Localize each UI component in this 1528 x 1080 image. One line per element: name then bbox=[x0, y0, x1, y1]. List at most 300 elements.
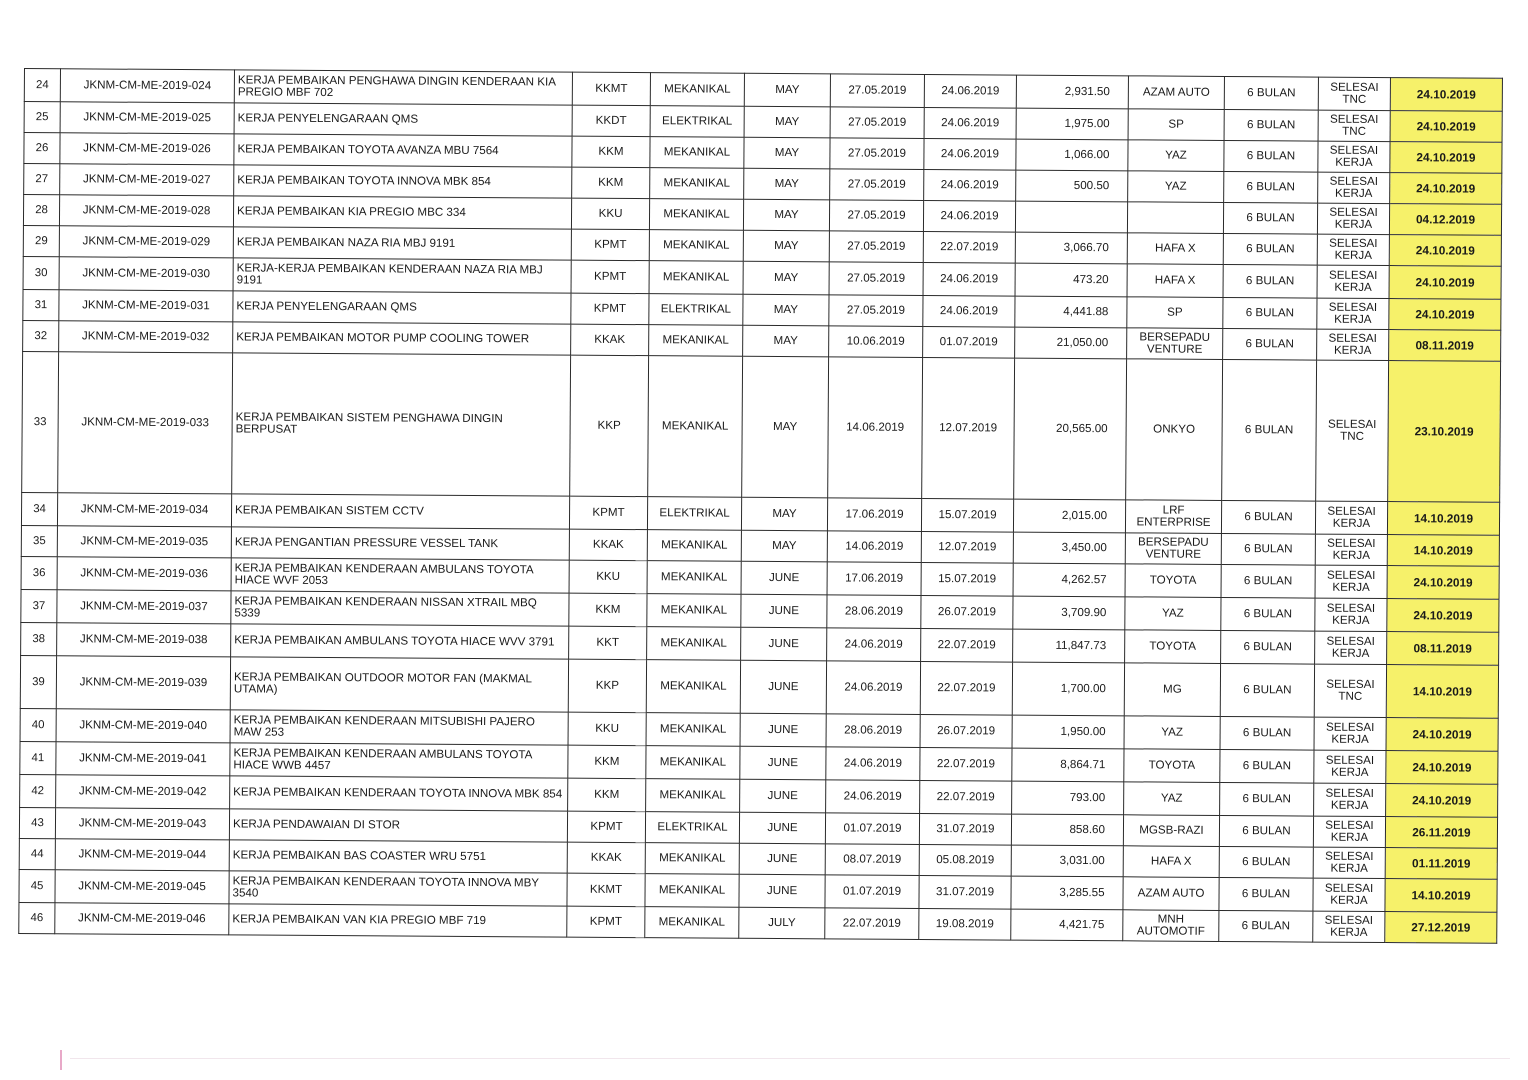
contractor-cell: AZAM AUTO bbox=[1128, 76, 1224, 110]
warranty-period-cell: 6 BULAN bbox=[1223, 202, 1317, 234]
completion-date-cell: 24.10.2019 bbox=[1389, 266, 1501, 300]
contractor-cell: YAZ bbox=[1128, 140, 1224, 172]
category-cell: MEKANIKAL bbox=[649, 261, 743, 295]
amount-cell: 793.00 bbox=[1012, 781, 1124, 815]
reference-number-cell: JKNM-CM-ME-2019-038 bbox=[57, 623, 231, 657]
month-cell: MAY bbox=[743, 261, 829, 295]
amount-cell: 1,700.00 bbox=[1012, 662, 1124, 716]
start-date-cell: 01.07.2019 bbox=[825, 813, 919, 845]
category-cell: MEKANIKAL bbox=[649, 325, 743, 357]
unit-code-cell: KKM bbox=[568, 745, 646, 779]
row-number-cell: 28 bbox=[23, 195, 59, 226]
completion-date-cell: 27.12.2019 bbox=[1385, 912, 1497, 944]
scan-artifact-mark bbox=[60, 1050, 62, 1070]
amount-cell: 11,847.73 bbox=[1013, 629, 1125, 663]
start-date-cell: 27.05.2019 bbox=[830, 138, 924, 170]
row-number-cell: 29 bbox=[23, 225, 59, 256]
month-cell: MAY bbox=[744, 106, 830, 138]
end-date-cell: 24.06.2019 bbox=[923, 200, 1015, 232]
status-cell: SELESAI KERJA bbox=[1317, 203, 1389, 234]
work-description-cell: KERJA PEMBAIKAN KENDERAAN AMBULANS TOYOTA HIACE WVF 2053 bbox=[231, 558, 569, 593]
start-date-cell: 27.05.2019 bbox=[830, 107, 924, 139]
warranty-period-cell: 6 BULAN bbox=[1219, 815, 1313, 847]
table-row bbox=[22, 351, 1501, 502]
end-date-cell: 22.07.2019 bbox=[920, 661, 1012, 715]
month-cell: JUNE bbox=[740, 746, 826, 780]
contractor-cell: AZAM AUTO bbox=[1123, 877, 1219, 911]
row-number-cell: 40 bbox=[20, 708, 56, 741]
warranty-period-cell: 6 BULAN bbox=[1224, 109, 1318, 141]
unit-code-cell: KKM bbox=[572, 167, 650, 199]
completion-date-cell: 24.10.2019 bbox=[1389, 299, 1501, 331]
row-number-cell: 45 bbox=[19, 869, 55, 902]
warranty-period-cell: 6 BULAN bbox=[1220, 749, 1314, 783]
contractor-cell: YAZ bbox=[1128, 171, 1224, 203]
status-cell: SELESAI KERJA bbox=[1315, 598, 1387, 631]
end-date-cell: 26.07.2019 bbox=[921, 595, 1013, 629]
status-cell: SELESAI KERJA bbox=[1318, 172, 1390, 203]
warranty-period-cell: 6 BULAN bbox=[1223, 264, 1317, 298]
start-date-cell: 22.07.2019 bbox=[825, 908, 919, 940]
reference-number-cell: JKNM-CM-ME-2019-031 bbox=[59, 290, 233, 322]
row-number-cell: 41 bbox=[20, 741, 56, 774]
work-description-cell: KERJA PENDAWAIAN DI STOR bbox=[229, 809, 567, 842]
row-number-cell: 43 bbox=[19, 807, 55, 838]
category-cell: ELEKTRIKAL bbox=[649, 294, 743, 326]
contractor-cell: LRF ENTERPRISE bbox=[1125, 500, 1221, 534]
table-row bbox=[20, 655, 1498, 718]
start-date-cell: 14.06.2019 bbox=[827, 531, 921, 563]
status-cell: SELESAI TNC bbox=[1318, 77, 1390, 110]
month-cell: MAY bbox=[744, 137, 830, 169]
category-cell: MEKANIKAL bbox=[649, 230, 743, 262]
reference-number-cell: JKNM-CM-ME-2019-027 bbox=[60, 164, 234, 196]
reference-number-cell: JKNM-CM-ME-2019-040 bbox=[56, 709, 230, 743]
category-cell: ELEKTRIKAL bbox=[645, 812, 739, 844]
month-cell: MAY bbox=[741, 530, 827, 562]
amount-cell: 3,450.00 bbox=[1013, 532, 1125, 564]
month-cell: MAY bbox=[743, 294, 829, 326]
end-date-cell: 24.06.2019 bbox=[923, 262, 1015, 296]
status-cell: SELESAI KERJA bbox=[1314, 750, 1386, 783]
end-date-cell: 22.07.2019 bbox=[923, 231, 1015, 263]
work-description-cell: KERJA PEMBAIKAN VAN KIA PREGIO MBF 719 bbox=[229, 904, 567, 937]
row-number-cell: 25 bbox=[24, 102, 60, 133]
month-cell: JUNE bbox=[740, 713, 826, 747]
row-number-cell: 32 bbox=[23, 320, 59, 351]
start-date-cell: 27.05.2019 bbox=[829, 295, 923, 327]
category-cell: MEKANIKAL bbox=[647, 627, 741, 661]
row-number-cell: 31 bbox=[23, 289, 59, 320]
contractor-cell: TOYOTA bbox=[1124, 749, 1220, 783]
category-cell: ELEKTRIKAL bbox=[650, 106, 744, 138]
end-date-cell: 24.06.2019 bbox=[924, 74, 1016, 108]
contractor-cell: HAFA X bbox=[1127, 264, 1223, 298]
work-description-cell: KERJA PEMBAIKAN OUTDOOR MOTOR FAN (MAKMAL UTAMA) bbox=[230, 657, 568, 712]
warranty-period-cell: 6 BULAN bbox=[1223, 233, 1317, 265]
warranty-period-cell: 6 BULAN bbox=[1224, 171, 1318, 203]
category-cell: MEKANIKAL bbox=[650, 168, 744, 200]
amount-cell: 3,709.90 bbox=[1013, 596, 1125, 630]
amount-cell: 4,421.75 bbox=[1011, 909, 1123, 941]
work-description-cell: KERJA PEMBAIKAN NAZA RIA MBJ 9191 bbox=[233, 227, 571, 260]
month-cell: JUNE bbox=[740, 660, 826, 714]
row-number-cell: 35 bbox=[21, 525, 57, 556]
reference-number-cell: JKNM-CM-ME-2019-045 bbox=[55, 870, 229, 904]
work-description-cell: KERJA PEMBAIKAN TOYOTA AVANZA MBU 7564 bbox=[234, 134, 572, 167]
contractor-cell: SP bbox=[1127, 297, 1223, 329]
reference-number-cell: JKNM-CM-ME-2019-033 bbox=[58, 352, 233, 494]
start-date-cell: 28.06.2019 bbox=[827, 595, 921, 629]
status-cell: SELESAI KERJA bbox=[1313, 847, 1385, 878]
end-date-cell: 22.07.2019 bbox=[920, 747, 1012, 781]
work-description-cell: KERJA PENYELENGARAAN QMS bbox=[234, 103, 572, 136]
row-number-cell: 27 bbox=[24, 164, 60, 195]
contractor-cell bbox=[1127, 202, 1223, 234]
status-cell: SELESAI KERJA bbox=[1315, 501, 1387, 534]
month-cell: MAY bbox=[742, 356, 829, 498]
contractor-cell: MGSB-RAZI bbox=[1123, 815, 1219, 847]
reference-number-cell: JKNM-CM-ME-2019-029 bbox=[59, 226, 233, 258]
month-cell: MAY bbox=[743, 325, 829, 357]
maintenance-table-sheet bbox=[18, 68, 1502, 944]
completion-date-cell: 24.10.2019 bbox=[1390, 142, 1502, 174]
status-cell: SELESAI KERJA bbox=[1314, 783, 1386, 816]
end-date-cell: 05.08.2019 bbox=[919, 844, 1011, 876]
contractor-cell: MNH AUTOMOTIF bbox=[1123, 910, 1219, 942]
warranty-period-cell: 6 BULAN bbox=[1220, 663, 1314, 717]
category-cell: MEKANIKAL bbox=[645, 874, 739, 908]
row-number-cell: 36 bbox=[21, 556, 57, 589]
row-number-cell: 42 bbox=[20, 774, 56, 807]
completion-date-cell: 24.10.2019 bbox=[1387, 566, 1499, 600]
month-cell: JUNE bbox=[740, 779, 826, 813]
unit-code-cell: KPMT bbox=[567, 906, 645, 938]
work-description-cell: KERJA PENGANTIAN PRESSURE VESSEL TANK bbox=[231, 527, 569, 560]
work-description-cell: KERJA PEMBAIKAN KENDERAAN TOYOTA INNOVA MBY 3540 bbox=[229, 871, 567, 906]
status-cell: SELESAI KERJA bbox=[1313, 911, 1385, 942]
start-date-cell: 10.06.2019 bbox=[829, 326, 923, 358]
contractor-cell: HAFA X bbox=[1123, 846, 1219, 878]
reference-number-cell: JKNM-CM-ME-2019-024 bbox=[60, 69, 234, 103]
row-number-cell: 26 bbox=[24, 133, 60, 164]
unit-code-cell: KKAK bbox=[571, 324, 649, 356]
warranty-period-cell: 6 BULAN bbox=[1219, 910, 1313, 942]
work-description-cell: KERJA PEMBAIKAN MOTOR PUMP COOLING TOWER bbox=[233, 322, 571, 355]
category-cell: MEKANIKAL bbox=[650, 137, 744, 169]
unit-code-cell: KPMT bbox=[569, 496, 647, 530]
end-date-cell: 24.06.2019 bbox=[923, 295, 1015, 327]
amount-cell: 2,931.50 bbox=[1016, 75, 1128, 109]
category-cell: MEKANIKAL bbox=[647, 561, 741, 595]
end-date-cell: 26.07.2019 bbox=[920, 714, 1012, 748]
status-cell: SELESAI KERJA bbox=[1318, 141, 1390, 172]
status-cell: SELESAI KERJA bbox=[1313, 878, 1385, 911]
unit-code-cell: KKAK bbox=[567, 842, 645, 874]
month-cell: MAY bbox=[741, 497, 827, 531]
unit-code-cell: KKT bbox=[569, 626, 647, 660]
status-cell: SELESAI TNC bbox=[1318, 110, 1390, 141]
unit-code-cell: KKP bbox=[568, 659, 646, 713]
contractor-cell: TOYOTA bbox=[1125, 630, 1221, 664]
row-number-cell: 39 bbox=[20, 655, 56, 708]
amount-cell: 4,441.88 bbox=[1015, 296, 1127, 328]
end-date-cell: 24.06.2019 bbox=[924, 138, 1016, 170]
completion-date-cell: 08.11.2019 bbox=[1387, 632, 1499, 666]
row-number-cell: 38 bbox=[21, 622, 57, 655]
end-date-cell: 22.07.2019 bbox=[920, 780, 1012, 814]
completion-date-cell: 04.12.2019 bbox=[1389, 204, 1501, 236]
month-cell: MAY bbox=[744, 73, 830, 107]
unit-code-cell: KPMT bbox=[571, 260, 649, 294]
start-date-cell: 27.05.2019 bbox=[829, 200, 923, 232]
contractor-cell: SP bbox=[1128, 109, 1224, 141]
start-date-cell: 27.05.2019 bbox=[829, 262, 923, 296]
start-date-cell: 24.06.2019 bbox=[826, 661, 920, 715]
work-description-cell: KERJA PEMBAIKAN KIA PREGIO MBC 334 bbox=[233, 196, 571, 229]
contractor-cell: BERSEPADU VENTURE bbox=[1125, 533, 1221, 565]
warranty-period-cell: 6 BULAN bbox=[1223, 297, 1317, 329]
amount-cell: 3,066.70 bbox=[1015, 232, 1127, 264]
row-number-cell: 24 bbox=[24, 69, 60, 102]
unit-code-cell: KKMT bbox=[567, 873, 645, 907]
category-cell: MEKANIKAL bbox=[650, 73, 744, 107]
end-date-cell: 12.07.2019 bbox=[921, 531, 1013, 563]
start-date-cell: 27.05.2019 bbox=[829, 231, 923, 263]
completion-date-cell: 14.10.2019 bbox=[1387, 502, 1499, 536]
start-date-cell: 28.06.2019 bbox=[826, 714, 920, 748]
month-cell: MAY bbox=[744, 168, 830, 200]
end-date-cell: 31.07.2019 bbox=[919, 875, 1011, 909]
unit-code-cell: KPMT bbox=[571, 293, 649, 325]
reference-number-cell: JKNM-CM-ME-2019-034 bbox=[57, 493, 231, 527]
row-number-cell: 37 bbox=[21, 589, 57, 622]
work-description-cell: KERJA PEMBAIKAN BAS COASTER WRU 5751 bbox=[229, 840, 567, 873]
status-cell: SELESAI TNC bbox=[1316, 360, 1389, 501]
contractor-cell: MG bbox=[1124, 663, 1220, 717]
warranty-period-cell: 6 BULAN bbox=[1221, 533, 1315, 565]
category-cell: MEKANIKAL bbox=[646, 713, 740, 747]
amount-cell: 3,285.55 bbox=[1011, 876, 1123, 910]
status-cell: SELESAI KERJA bbox=[1315, 631, 1387, 664]
status-cell: SELESAI TNC bbox=[1314, 664, 1386, 717]
contractor-cell: HAFA X bbox=[1127, 233, 1223, 265]
reference-number-cell: JKNM-CM-ME-2019-044 bbox=[55, 839, 229, 871]
reference-number-cell: JKNM-CM-ME-2019-035 bbox=[57, 526, 231, 558]
end-date-cell: 24.06.2019 bbox=[924, 107, 1016, 139]
start-date-cell: 17.06.2019 bbox=[827, 498, 921, 532]
maintenance-table bbox=[18, 68, 1503, 944]
start-date-cell: 08.07.2019 bbox=[825, 844, 919, 876]
completion-date-cell: 24.10.2019 bbox=[1390, 111, 1502, 143]
warranty-period-cell: 6 BULAN bbox=[1219, 877, 1313, 911]
warranty-period-cell: 6 BULAN bbox=[1223, 328, 1317, 360]
end-date-cell: 22.07.2019 bbox=[921, 628, 1013, 662]
amount-cell: 20,565.00 bbox=[1014, 358, 1127, 500]
unit-code-cell: KKAK bbox=[569, 529, 647, 561]
completion-date-cell: 24.10.2019 bbox=[1390, 78, 1502, 112]
completion-date-cell: 14.10.2019 bbox=[1385, 879, 1497, 913]
end-date-cell: 15.07.2019 bbox=[921, 498, 1013, 532]
unit-code-cell: KKM bbox=[569, 593, 647, 627]
contractor-cell: YAZ bbox=[1124, 716, 1220, 750]
unit-code-cell: KKU bbox=[569, 560, 647, 594]
reference-number-cell: JKNM-CM-ME-2019-036 bbox=[57, 557, 231, 591]
month-cell: JULY bbox=[739, 907, 825, 939]
reference-number-cell: JKNM-CM-ME-2019-037 bbox=[57, 590, 231, 624]
unit-code-cell: KPMT bbox=[567, 811, 645, 843]
completion-date-cell: 24.10.2019 bbox=[1386, 718, 1498, 752]
status-cell: SELESAI KERJA bbox=[1317, 329, 1389, 360]
category-cell: MEKANIKAL bbox=[646, 660, 740, 714]
completion-date-cell: 01.11.2019 bbox=[1385, 848, 1497, 880]
row-number-cell: 46 bbox=[19, 902, 55, 933]
category-cell: MEKANIKAL bbox=[646, 746, 740, 780]
work-description-cell: KERJA PENYELENGARAAN QMS bbox=[233, 291, 571, 324]
status-cell: SELESAI KERJA bbox=[1317, 234, 1389, 265]
end-date-cell: 24.06.2019 bbox=[924, 169, 1016, 201]
reference-number-cell: JKNM-CM-ME-2019-030 bbox=[59, 257, 233, 291]
unit-code-cell: KKDT bbox=[572, 105, 650, 137]
amount-cell: 8,864.71 bbox=[1012, 748, 1124, 782]
completion-date-cell: 24.10.2019 bbox=[1389, 235, 1501, 267]
warranty-period-cell: 6 BULAN bbox=[1221, 500, 1315, 534]
completion-date-cell: 14.10.2019 bbox=[1386, 665, 1498, 719]
unit-code-cell: KPMT bbox=[571, 229, 649, 261]
work-description-cell: KERJA PEMBAIKAN KENDERAAN MITSUBISHI PAJERO MAW 253 bbox=[230, 710, 568, 745]
amount-cell: 1,950.00 bbox=[1012, 715, 1124, 749]
amount-cell: 858.60 bbox=[1011, 814, 1123, 846]
month-cell: MAY bbox=[743, 199, 829, 231]
work-description-cell: KERJA PEMBAIKAN SISTEM CCTV bbox=[231, 494, 569, 529]
contractor-cell: TOYOTA bbox=[1125, 564, 1221, 598]
status-cell: SELESAI KERJA bbox=[1317, 265, 1389, 298]
start-date-cell: 24.06.2019 bbox=[826, 780, 920, 814]
work-description-cell: KERJA-KERJA PEMBAIKAN KENDERAAN NAZA RIA MBJ 9191 bbox=[233, 258, 571, 293]
completion-date-cell: 23.10.2019 bbox=[1388, 361, 1501, 503]
month-cell: JUNE bbox=[741, 561, 827, 595]
warranty-period-cell: 6 BULAN bbox=[1220, 716, 1314, 750]
completion-date-cell: 24.10.2019 bbox=[1386, 784, 1498, 818]
month-cell: JUNE bbox=[739, 812, 825, 844]
warranty-period-cell: 6 BULAN bbox=[1219, 846, 1313, 878]
amount-cell: 21,050.00 bbox=[1015, 327, 1127, 359]
amount-cell: 500.50 bbox=[1016, 170, 1128, 202]
contractor-cell: ONKYO bbox=[1126, 359, 1223, 501]
status-cell: SELESAI KERJA bbox=[1315, 565, 1387, 598]
warranty-period-cell: 6 BULAN bbox=[1222, 359, 1317, 501]
contractor-cell: BERSEPADU VENTURE bbox=[1127, 328, 1223, 360]
work-description-cell: KERJA PEMBAIKAN SISTEM PENGHAWA DINGIN BERPUSAT bbox=[232, 353, 571, 496]
start-date-cell: 27.05.2019 bbox=[830, 74, 924, 108]
category-cell: MEKANIKAL bbox=[647, 594, 741, 628]
warranty-period-cell: 6 BULAN bbox=[1221, 630, 1315, 664]
reference-number-cell: JKNM-CM-ME-2019-025 bbox=[60, 102, 234, 134]
work-description-cell: KERJA PEMBAIKAN KENDERAAN NISSAN XTRAIL MBQ 5339 bbox=[231, 591, 569, 626]
end-date-cell: 15.07.2019 bbox=[921, 562, 1013, 596]
warranty-period-cell: 6 BULAN bbox=[1221, 597, 1315, 631]
amount-cell: 2,015.00 bbox=[1013, 499, 1125, 533]
amount-cell: 473.20 bbox=[1015, 263, 1127, 297]
category-cell: MEKANIKAL bbox=[645, 843, 739, 875]
status-cell: SELESAI KERJA bbox=[1313, 816, 1385, 847]
row-number-cell: 33 bbox=[22, 351, 59, 492]
category-cell: MEKANIKAL bbox=[645, 907, 739, 939]
amount-cell: 1,066.00 bbox=[1016, 139, 1128, 171]
completion-date-cell: 24.10.2019 bbox=[1386, 751, 1498, 785]
unit-code-cell: KKP bbox=[570, 355, 649, 497]
category-cell: MEKANIKAL bbox=[649, 199, 743, 231]
month-cell: JUNE bbox=[741, 594, 827, 628]
start-date-cell: 24.06.2019 bbox=[826, 747, 920, 781]
status-cell: SELESAI KERJA bbox=[1315, 534, 1387, 565]
amount-cell: 4,262.57 bbox=[1013, 563, 1125, 597]
warranty-period-cell: 6 BULAN bbox=[1221, 564, 1315, 598]
category-cell: MEKANIKAL bbox=[646, 779, 740, 813]
unit-code-cell: KKM bbox=[568, 778, 646, 812]
amount-cell bbox=[1015, 201, 1127, 233]
end-date-cell: 01.07.2019 bbox=[923, 326, 1015, 358]
reference-number-cell: JKNM-CM-ME-2019-042 bbox=[56, 775, 230, 809]
end-date-cell: 31.07.2019 bbox=[919, 813, 1011, 845]
completion-date-cell: 24.10.2019 bbox=[1390, 173, 1502, 205]
work-description-cell: KERJA PEMBAIKAN KENDERAAN TOYOTA INNOVA MBK 854 bbox=[230, 776, 568, 811]
end-date-cell: 12.07.2019 bbox=[922, 357, 1015, 499]
reference-number-cell: JKNM-CM-ME-2019-028 bbox=[59, 195, 233, 227]
row-number-cell: 44 bbox=[19, 838, 55, 869]
warranty-period-cell: 6 BULAN bbox=[1224, 140, 1318, 172]
end-date-cell: 19.08.2019 bbox=[919, 908, 1011, 940]
amount-cell: 1,975.00 bbox=[1016, 108, 1128, 140]
unit-code-cell: KKMT bbox=[572, 72, 650, 106]
row-number-cell: 34 bbox=[21, 492, 57, 525]
reference-number-cell: JKNM-CM-ME-2019-039 bbox=[56, 656, 230, 710]
status-cell: SELESAI KERJA bbox=[1317, 298, 1389, 329]
unit-code-cell: KKU bbox=[571, 198, 649, 230]
work-description-cell: KERJA PEMBAIKAN TOYOTA INNOVA MBK 854 bbox=[234, 165, 572, 198]
work-description-cell: KERJA PEMBAIKAN PENGHAWA DINGIN KENDERAAN KIA PREGIO MBF 702 bbox=[234, 70, 572, 105]
reference-number-cell: JKNM-CM-ME-2019-032 bbox=[59, 321, 233, 353]
reference-number-cell: JKNM-CM-ME-2019-041 bbox=[56, 742, 230, 776]
reference-number-cell: JKNM-CM-ME-2019-043 bbox=[55, 808, 229, 840]
work-description-cell: KERJA PEMBAIKAN AMBULANS TOYOTA HIACE WVV 3791 bbox=[231, 624, 569, 659]
start-date-cell: 24.06.2019 bbox=[827, 628, 921, 662]
amount-cell: 3,031.00 bbox=[1011, 845, 1123, 877]
category-cell: MEKANIKAL bbox=[647, 530, 741, 562]
category-cell: ELEKTRIKAL bbox=[647, 497, 741, 531]
month-cell: JUNE bbox=[739, 843, 825, 875]
reference-number-cell: JKNM-CM-ME-2019-046 bbox=[55, 903, 229, 935]
completion-date-cell: 08.11.2019 bbox=[1389, 330, 1501, 362]
month-cell: JUNE bbox=[741, 627, 827, 661]
completion-date-cell: 26.11.2019 bbox=[1385, 817, 1497, 849]
row-number-cell: 30 bbox=[23, 256, 59, 289]
start-date-cell: 01.07.2019 bbox=[825, 875, 919, 909]
unit-code-cell: KKU bbox=[568, 712, 646, 746]
warranty-period-cell: 6 BULAN bbox=[1224, 76, 1318, 110]
scan-artifact-line bbox=[70, 1058, 1510, 1059]
contractor-cell: YAZ bbox=[1124, 782, 1220, 816]
status-cell: SELESAI KERJA bbox=[1314, 717, 1386, 750]
start-date-cell: 14.06.2019 bbox=[828, 357, 923, 499]
month-cell: MAY bbox=[743, 230, 829, 262]
completion-date-cell: 24.10.2019 bbox=[1387, 599, 1499, 633]
completion-date-cell: 14.10.2019 bbox=[1387, 535, 1499, 567]
category-cell: MEKANIKAL bbox=[648, 356, 743, 498]
start-date-cell: 27.05.2019 bbox=[830, 169, 924, 201]
reference-number-cell: JKNM-CM-ME-2019-026 bbox=[60, 133, 234, 165]
contractor-cell: YAZ bbox=[1125, 597, 1221, 631]
